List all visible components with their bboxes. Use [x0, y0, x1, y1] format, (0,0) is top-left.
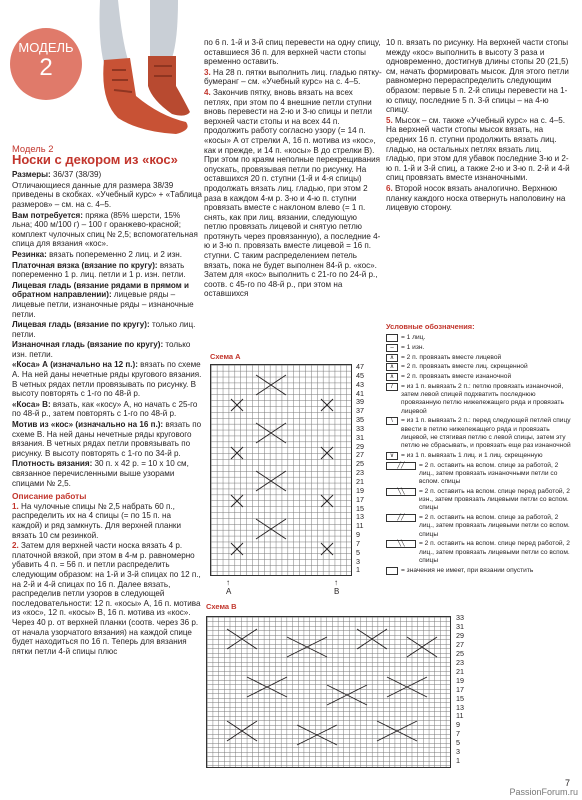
legend-symbol: ╱╱ [386, 462, 416, 470]
row-number: 27 [456, 639, 464, 649]
spec-heading: Изнаночная гладь (вязание по кругу): [12, 340, 164, 350]
legend-symbol: \ [386, 417, 398, 425]
sock-photo [0, 0, 200, 140]
legend [386, 323, 572, 576]
step-number: 1. [12, 501, 19, 511]
spec-heading: Мотив из «кос» (изначально на 16 п.): [12, 420, 164, 430]
step-paragraph: 5. Мысок – см. также «Учебный курс» на с. 4–5. На верхней части стопы мысок вязать, на средних 16 п. ступни продолжить вязать лиц. гладью, на остальных петлях вязать лиц. гладью, при этом для убавок последние 3-ю и 2-ю п. 1-й и 3-й спиц, а также 2-ю и 3-ю п. 2-й и 4-й спиц провязать вместе изнаночными. [386, 115, 570, 183]
legend-text: = 1 лиц. [401, 334, 426, 342]
row-number: 13 [356, 512, 364, 522]
spec-heading: Лицевая гладь (вязание по кругу): [12, 320, 150, 330]
legend-item [386, 462, 572, 487]
legend-text: = 2 п. оставить на вспом. спице за работой, 2 лиц., затем провязать изнаночными петли со вспом. спицы [419, 461, 559, 486]
spec-heading: Вам потребуется: [12, 210, 83, 220]
step-paragraph: 3. На 28 п. пятки выполнить лиц. гладью пятку-бумеранг – см. «Учебный курс» на с. 4–5. [204, 67, 382, 87]
row-number: 19 [456, 675, 464, 685]
article-title: Носки с декором из «кос» [12, 151, 178, 167]
step-paragraph: 2. Затем для верхней части носка вязать 4 р. платочной вязкой, при этом в 4-м р. равномерно убавить 4 п. = 56 п. и петли распределить следующим образом: на 1-й и 3-й спицах по 12 п., на 2-й и 4-й спицах по 16 п. Далее вязать, распределив петли узоров в следующей последовательности: 12 п. «косы» А, 16 п. мотива из «кос», 12 п. «косы» В, 16 п. мотива из «кос». Через 40 р. от верхней планки (соотв. через 36 р. от начала узорчатого вязания) на каждой спице будет находиться по 16 п. Теперь для вязания пятки петли 4-й спицы плюс [12, 541, 201, 656]
spec-paragraph: «Коса» А (изначально на 12 п.): вязать по схеме А. На ней даны нечетные ряды кругового вязания. В четных рядах петли провязывать по рисунку. В высоту повторять с 1-го по 48-й р. [12, 360, 202, 399]
row-number: 1 [456, 756, 460, 766]
legend-text: = 2 п. провязать вместе изнаночной [401, 373, 512, 381]
legend-symbol: ╲╲ [386, 488, 416, 496]
spec-paragraph: Плотность вязания: 30 п. х 42 р. = 10 х 10 см, связанное перечисленными выше узорами спицами № 2,5. [12, 459, 189, 488]
row-number: 27 [356, 450, 364, 460]
spec-heading: «Коса» В: [12, 399, 51, 409]
legend-text: = из 1 п. вывязать 2 п.: перед следующей петлей спицу ввести в петлю нижележащего ряда и провязать лицевой, не стягивая петлю с левой спицы, затем эту петлю не сбрасывать, и провязать еще раз изнаночной [401, 417, 571, 450]
row-number: 31 [356, 432, 364, 442]
left-column [12, 144, 202, 657]
legend-text: = 2 п. оставить на вспом. спице перед работой, 2 изн., затем провязать лицевыми петли со вспом. спицы [419, 487, 570, 512]
row-number: 25 [456, 648, 464, 658]
row-number: 9 [356, 530, 360, 540]
legend-item [386, 488, 572, 513]
scheme-a-symbols [211, 365, 353, 577]
legend-item [386, 514, 572, 539]
spec-paragraph: Отличающиеся данные для размера 38/39 приведены в скобках. «Учебный курс» + «Таблица размеров» – см. на с. 4–5. [12, 180, 202, 209]
legend-symbol: / [386, 383, 398, 391]
legend-text: = из 1 п. вывязать 2 п.: петлю провязать изнаночной, затем левой спицей подхватить последнюю провязанную петлю нижележащего ряда и провязать лицевой [401, 382, 564, 415]
spec-heading: Размеры: [12, 170, 51, 180]
step-number: 2. [12, 541, 19, 551]
model-badge [10, 28, 82, 100]
spec-paragraph: Платочная вязка (вязание по кругу): вязать попеременно 1 р. лиц. петли и 1 р. изн. петли. [12, 260, 186, 280]
row-number: 15 [456, 693, 464, 703]
step-number: 6. [386, 183, 393, 193]
row-number: 11 [456, 711, 464, 721]
row-number: 19 [356, 485, 364, 495]
spec-heading: Платочная вязка (вязание по кругу): [12, 260, 158, 270]
legend-item [386, 452, 572, 460]
legend-symbol: – [386, 344, 398, 352]
legend-item [386, 334, 572, 342]
spec-heading: Плотность вязания: [12, 459, 93, 469]
legend-text: = 2 п. оставить на вспом. спице за работой, 2 лиц., затем провязать лицевыми петли со вспом. спицы [419, 514, 570, 538]
row-number: 5 [456, 738, 460, 748]
arrow-a: ↑ A [226, 578, 232, 596]
legend-text: = 2 п. провязать вместе лицевой [401, 353, 502, 361]
row-number: 5 [356, 547, 360, 557]
row-number: 3 [456, 747, 460, 757]
spec-paragraph: «Коса» В: вязать, как «косу» А, но начать с 25-го по 48-й р., затем повторять с 1-го по 48-й р. [12, 399, 198, 419]
spec-paragraph: Мотив из «кос» (изначально на 16 п.): вязать по схеме В. На ней даны нечетные ряды кругового вязания. В четных рядах петли провязывать по рисунку. В высоту повторять с 1-го по 34-й р. [12, 420, 202, 458]
legend-title: Условные обозначения: [386, 322, 475, 331]
row-number: 11 [356, 521, 364, 531]
legend-item [386, 417, 572, 450]
row-number: 43 [356, 379, 364, 389]
model-subtitle: Модель 2 [12, 143, 54, 154]
row-number: 33 [356, 423, 364, 433]
row-number: 3 [356, 556, 360, 566]
spec-heading: Резинка: [12, 249, 47, 259]
row-number: 45 [356, 370, 364, 380]
row-number: 31 [456, 621, 464, 631]
row-number: 41 [356, 388, 364, 398]
legend-item [386, 373, 572, 381]
spec-paragraph: Вам потребуется: пряжа (85% шерсти, 15% льна; 400 м/100 г) – 100 г оранжево-красной; комплект чулочных спиц № 2,5; вспомогательная спица для вязания «кос». [12, 210, 198, 249]
spec-paragraph: Резинка: вязать попеременно 2 лиц. и 2 изн. [12, 249, 183, 259]
badge-number: 2 [39, 53, 53, 81]
scheme-a-grid [210, 364, 352, 576]
step-paragraph: 1. На чулочные спицы № 2,5 набрать 60 п., распределить их на 4 спицы (= по 15 п. на каждой) и ряд замкнуть. Для верхней планки вязать 10 см резинкой. [12, 501, 181, 540]
legend-item [386, 344, 572, 352]
row-number: 7 [456, 729, 460, 739]
row-number: 33 [456, 613, 464, 622]
legend-list [386, 334, 572, 575]
steps-block [12, 502, 202, 657]
legend-symbol [386, 567, 398, 575]
scheme-a-label: Схема А [210, 352, 241, 361]
step-number: 5. [386, 115, 393, 125]
row-number: 9 [456, 720, 460, 730]
spec-paragraph: Лицевая гладь (вязание по кругу): только лиц. петли. [12, 320, 196, 339]
row-number: 21 [356, 476, 364, 486]
scheme-b-symbols [207, 617, 452, 769]
badge-label: МОДЕЛЬ [18, 40, 74, 55]
legend-symbol: ∧ [386, 373, 398, 381]
spec-paragraph: Изнаночная гладь (вязание по кругу): только изн. петли. [12, 340, 191, 359]
legend-text: = из 1 п. вывязать 1 лиц. и 1 лиц. скрещенную [401, 451, 543, 459]
watermark: PassionForum.ru [509, 787, 578, 797]
row-number: 29 [456, 630, 464, 640]
section-title: Описание работы [12, 491, 87, 502]
legend-item [386, 363, 572, 371]
legend-text: = 2 п. провязать вместе лиц. скрещенной [401, 363, 528, 371]
legend-item [386, 567, 572, 575]
row-number: 15 [356, 503, 364, 513]
scheme-b-row-numbers [456, 614, 464, 766]
scheme-a-row-numbers [356, 363, 364, 575]
row-number: 1 [356, 565, 360, 575]
row-number: 47 [356, 362, 364, 371]
row-number: 39 [356, 397, 364, 407]
right-column [386, 38, 572, 214]
legend-item [386, 540, 572, 565]
row-number: 37 [356, 406, 364, 416]
row-number: 25 [356, 459, 364, 469]
spec-heading: «Коса» А (изначально на 12 п.): [12, 360, 138, 370]
legend-text: = 1 изн. [401, 343, 425, 351]
specs-block [12, 170, 202, 488]
middle-column [204, 38, 382, 300]
row-number: 23 [356, 468, 364, 478]
legend-symbol [386, 334, 398, 342]
step-paragraph: по 6 п. 1-й и 3-й спиц перевести на одну спицу, оставшиеся 36 п. для верхней части стопы временно оставить. [204, 38, 381, 67]
legend-item [386, 383, 572, 416]
step-paragraph: 10 п. вязать по рисунку. На верхней части стопы между «кос» выполнить в высоту 3 раза и одновременно, достигнув длины стопы 20 (21,5) см, начать формировать мысок. Для этого петли равномерно перераспределить следующим образом: первые 5 п. 2-й спицы перевести на 1-ю спицу, последние 5 п. 3-й спицы – на 4-ю спицу. [386, 38, 569, 115]
row-number: 21 [456, 666, 464, 676]
row-number: 7 [356, 538, 360, 548]
scheme-b-grid [206, 616, 451, 768]
row-number: 29 [356, 441, 364, 451]
row-number: 35 [356, 415, 364, 425]
legend-text: = значения не имеет, при вязании опустить [401, 566, 534, 574]
arrow-b: ↑ B [334, 578, 340, 596]
legend-symbol: ∧ [386, 354, 398, 362]
step-paragraph: 6. Второй носок вязать аналогично. Верхнюю планку каждого носка отвернуть наполовину на лицевую сторону. [386, 183, 566, 213]
spec-paragraph: Лицевая гладь (вязание рядами в прямом и обратном направлении): лицевые ряды – лицевые петли, изнаночные ряды – изнаночные петли. [12, 280, 194, 319]
spec-paragraph: Размеры: 36/37 (38/39) [12, 170, 102, 180]
page-number: 7 [564, 778, 570, 788]
legend-symbol: ∧ [386, 363, 398, 371]
row-number: 23 [456, 657, 464, 667]
legend-text: = 2 п. оставить на вспом. спице перед работой, 2 лиц., затем провязать лицевыми петли со вспом. спицы [419, 540, 570, 565]
step-paragraph: 4. Закончив пятку, вновь вязать на всех петлях, при этом по 4 внешние петли ступни вновь перевести на 2-ю и 3-ю спицы и петли верхней части стопы и на всех 44 п. продолжить работу согласно узору (= 14 п. «косы» А от стрелки А, 16 п. мотива из «кос», как и прежде, и 14 п. «косы» В до стрелки В). При этом по краям неполные перекрещивания опускать, провязывая петли по рисунку. На оставшихся 20 п. ступни (1-й и 4-я спицы) продолжать вязать лиц. гладью, при этом 2 раза в каждом 4-м р. 3-ю и 4-ю п. ступни провязать вместе с наклоном влево (= 1 п. снять, как при лиц. вязании, следующую петлю провязать лицевой и снятую петлю протянуть через провязанную), а последние 4-ю и 3-ю п. провязать вместе лицевой = 16 п. ступни. С таким распределением петель вязать, пока не будет выполнен 84-й р. «кос». Затем для «кос» выполнить с 21-го по 24-й р., соотв. с 45-го по 48-й р., при этом на оставшихся [204, 87, 381, 299]
legend-symbol: ╲╲ [386, 540, 416, 548]
spec-heading: Лицевая гладь (вязание рядами в прямом и обратном направлении): [12, 280, 189, 300]
step-number: 4. [204, 87, 211, 97]
scheme-b-label: Схема В [206, 602, 237, 611]
legend-symbol: ∨ [386, 452, 398, 460]
legend-symbol: ╱╱ [386, 514, 416, 522]
row-number: 17 [456, 684, 464, 694]
legend-item [386, 354, 572, 362]
step-number: 3. [204, 67, 211, 77]
row-number: 13 [456, 702, 464, 712]
row-number: 17 [356, 494, 364, 504]
